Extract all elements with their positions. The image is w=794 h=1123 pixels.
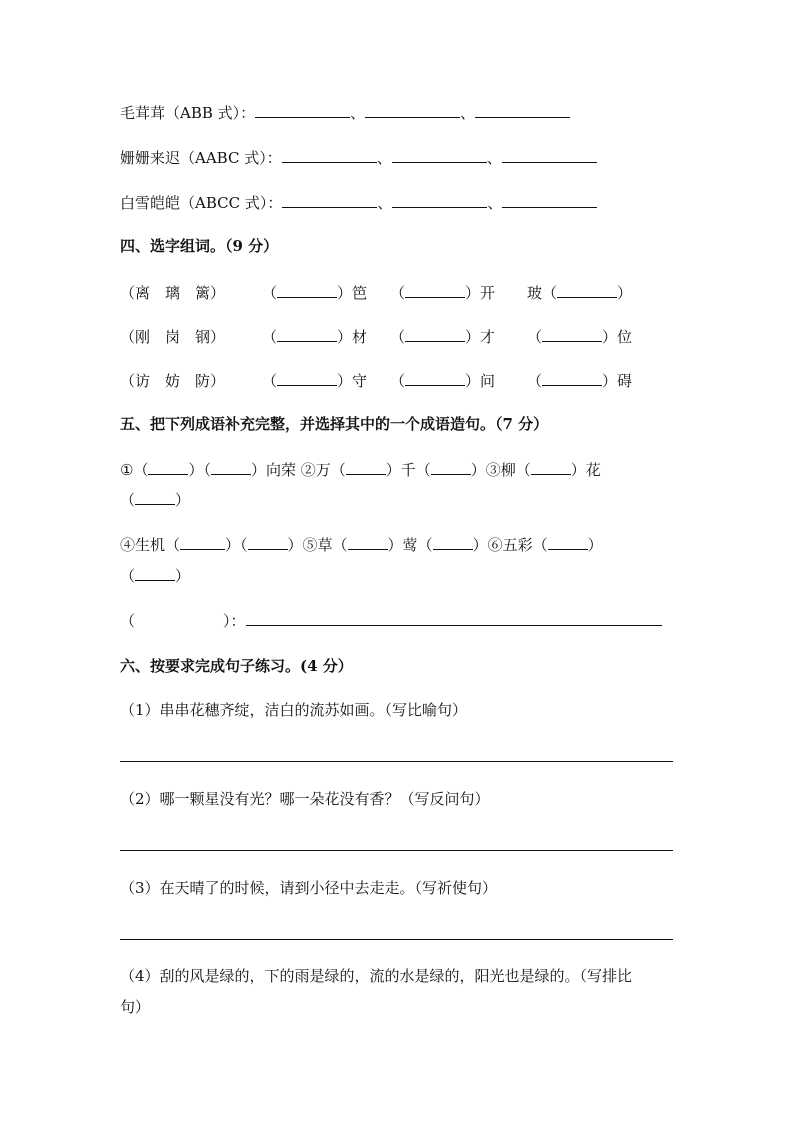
answer-blank[interactable] xyxy=(282,193,377,208)
answer-blank[interactable] xyxy=(348,535,388,550)
exercise-item-2: （2）哪一颗星没有光？哪一朵花没有香？（写反问句） xyxy=(120,790,490,808)
fill-slot: （ ）笆 xyxy=(262,284,368,302)
answer-blank[interactable] xyxy=(392,148,487,163)
answer-blank[interactable] xyxy=(346,460,386,475)
sentence-blank[interactable] xyxy=(246,611,662,626)
slot-char: 开 xyxy=(480,284,496,302)
answer-blank[interactable] xyxy=(475,103,570,118)
form-label: 白雪皑皑（ABCC 式）： xyxy=(120,194,283,212)
fill-slot: 玻（ ） xyxy=(527,284,633,302)
form-row-abb xyxy=(120,103,570,123)
answer-blank[interactable] xyxy=(531,460,571,475)
answer-blank[interactable] xyxy=(502,148,597,163)
answer-blank[interactable] xyxy=(277,371,337,386)
answer-line[interactable] xyxy=(120,939,673,940)
answer-blank[interactable] xyxy=(502,193,597,208)
form-label: 姗姗来迟（AABC 式）： xyxy=(120,149,282,167)
answer-blank[interactable] xyxy=(277,327,337,342)
fill-slot: （ ）开 xyxy=(390,284,496,302)
sentence-line: （ ）： xyxy=(120,611,662,631)
char-choices: （离 璃 篱） xyxy=(120,284,226,302)
slot-char: 笆 xyxy=(352,284,368,302)
answer-blank[interactable] xyxy=(542,327,602,342)
slot-char: 问 xyxy=(480,372,496,390)
answer-line[interactable] xyxy=(120,850,673,851)
exercise-item-4-cont: 句） xyxy=(120,998,151,1016)
answer-blank[interactable] xyxy=(248,535,288,550)
slot-char: 才 xyxy=(480,328,496,346)
exercise-item-3: （3）在天晴了的时候，请到小径中去走走。（写祈使句） xyxy=(120,879,498,897)
idiom-line-1-cont: （ ） xyxy=(120,491,191,509)
answer-blank[interactable] xyxy=(211,460,251,475)
section-5-title: 五、把下列成语补充完整，并选择其中的一个成语造句。（7 分） xyxy=(120,415,549,433)
form-row-abcc xyxy=(120,193,597,213)
idiom-line-1: ①（ ）（ ）向荣 ②万（ ）千（ ）③柳（ ）花 xyxy=(120,461,601,479)
answer-blank[interactable] xyxy=(405,371,465,386)
answer-blank[interactable] xyxy=(255,103,350,118)
answer-blank[interactable] xyxy=(277,283,337,298)
slot-char: 守 xyxy=(352,372,368,390)
separator: 、 xyxy=(460,104,476,122)
answer-blank[interactable] xyxy=(405,327,465,342)
char-choices: （访 妨 防） xyxy=(120,372,226,390)
answer-blank[interactable] xyxy=(431,460,471,475)
answer-blank[interactable] xyxy=(392,193,487,208)
fill-slot: （ ）才 xyxy=(390,328,496,346)
answer-blank[interactable] xyxy=(433,535,473,550)
slot-char: 材 xyxy=(352,328,368,346)
fill-slot: （ ）问 xyxy=(390,372,496,390)
answer-blank[interactable] xyxy=(405,283,465,298)
separator: 、 xyxy=(377,194,393,212)
form-row-aabc xyxy=(120,148,597,168)
separator: 、 xyxy=(486,149,502,167)
separator: 、 xyxy=(376,149,392,167)
answer-blank[interactable] xyxy=(548,535,588,550)
answer-blank[interactable] xyxy=(542,371,602,386)
idiom-line-2: ④生机（ ）（ ）⑤草（ ）莺（ ）⑥五彩（ ） xyxy=(120,536,603,554)
slot-char: 碍 xyxy=(617,372,633,390)
answer-blank[interactable] xyxy=(135,566,175,581)
char-choices: （刚 岗 钢） xyxy=(120,328,226,346)
answer-blank[interactable] xyxy=(557,283,617,298)
fill-slot: （ ）材 xyxy=(262,328,368,346)
exercise-item-1: （1）串串花穗齐绽，洁白的流苏如画。（写比喻句） xyxy=(120,701,468,719)
answer-blank[interactable] xyxy=(135,490,175,505)
separator: 、 xyxy=(350,104,366,122)
answer-blank[interactable] xyxy=(180,535,225,550)
answer-line[interactable] xyxy=(120,761,673,762)
form-label: 毛茸茸（ABB 式）： xyxy=(120,104,256,122)
answer-blank[interactable] xyxy=(282,148,377,163)
fill-slot: （ ）位 xyxy=(527,328,633,346)
answer-blank[interactable] xyxy=(365,103,460,118)
idiom-line-2-cont: （ ） xyxy=(120,567,191,585)
answer-blank[interactable] xyxy=(148,460,188,475)
fill-slot: （ ）守 xyxy=(262,372,368,390)
fill-slot: （ ）碍 xyxy=(527,372,633,390)
separator: 、 xyxy=(487,194,503,212)
slot-char: 玻 xyxy=(527,284,543,302)
exercise-item-4: （4）刮的风是绿的，下的雨是绿的，流的水是绿的，阳光也是绿的。（写排比 xyxy=(120,967,633,985)
section-6-title: 六、按要求完成句子练习。(4 分） xyxy=(120,657,353,675)
slot-char: 位 xyxy=(617,328,633,346)
section-4-title: 四、选字组词。（9 分） xyxy=(120,237,279,255)
